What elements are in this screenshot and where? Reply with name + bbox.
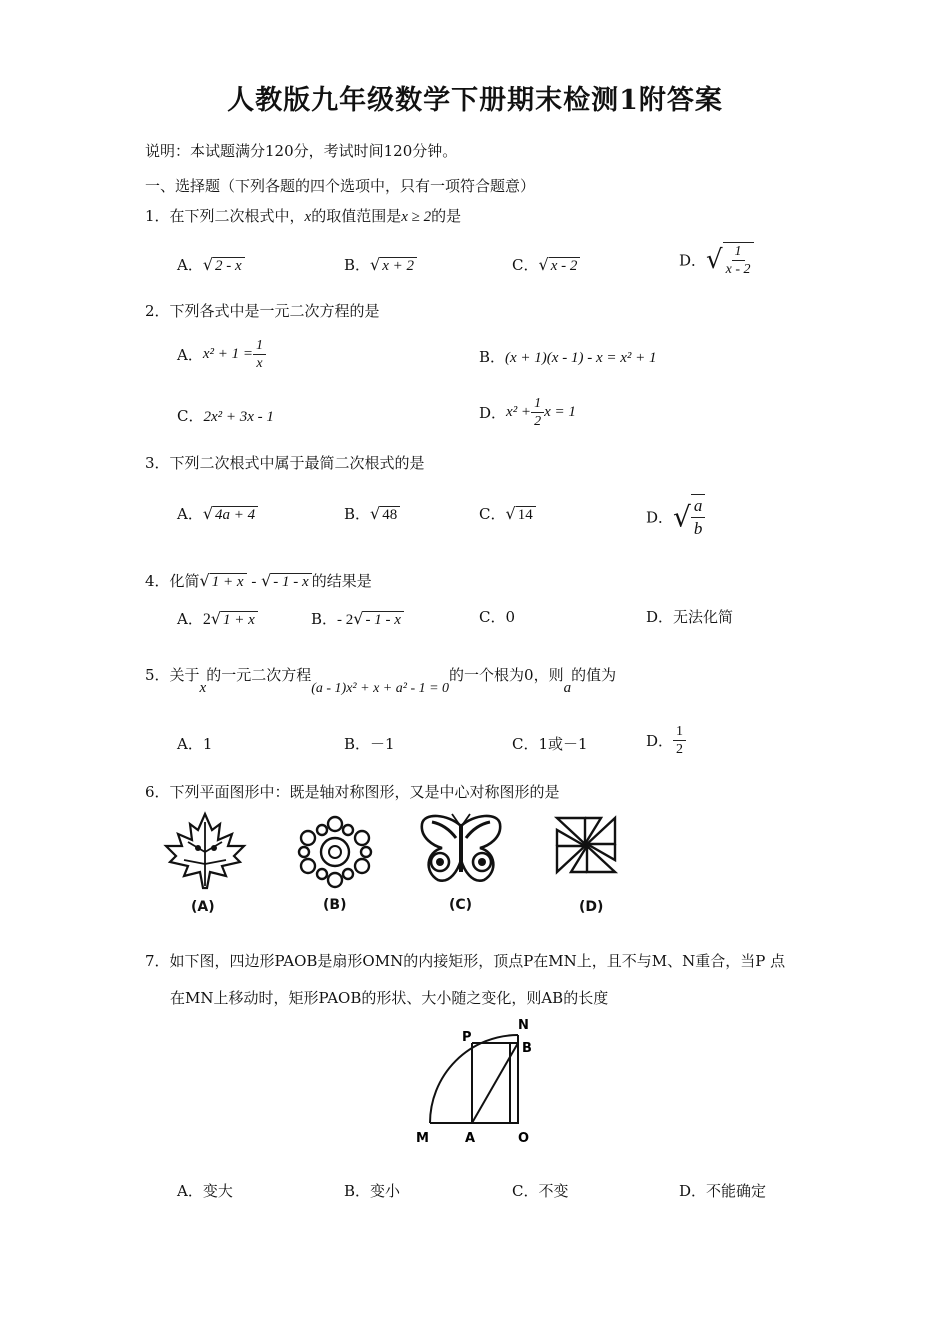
- question-1-stem: 1．在下列二次根式中，x的取值范围是x ≥ 2的是: [145, 207, 462, 225]
- q4-option-d[interactable]: D．无法化简: [646, 608, 734, 626]
- sector-rectangle-figure: [410, 1015, 550, 1150]
- q2-option-b[interactable]: B．(x + 1)(x - 1) - x = x² + 1: [479, 348, 657, 366]
- q4-option-b[interactable]: B．- 2√ - 1 - x: [311, 608, 404, 629]
- label-n: N: [518, 1018, 529, 1033]
- q1-option-b[interactable]: B．√ x + 2: [344, 254, 417, 275]
- q3-option-b[interactable]: B．√ 48: [344, 503, 400, 524]
- q5-option-a[interactable]: A．1: [177, 735, 213, 753]
- question-3-stem: 3．下列二次根式中属于最简二次根式的是: [145, 454, 425, 472]
- figure-label-b: (B): [323, 897, 347, 913]
- label-a: A: [465, 1131, 476, 1146]
- q7-option-c[interactable]: C．不变: [512, 1182, 569, 1200]
- exam-note: 说明：本试题满分120分，考试时间120分钟。: [145, 142, 458, 160]
- q4-option-c[interactable]: C．0: [479, 608, 516, 626]
- label-m: M: [416, 1131, 429, 1146]
- maple-leaf-figure[interactable]: [160, 812, 250, 892]
- q1-option-d[interactable]: D．√ $\frac{1}{x - 2}$: [679, 242, 754, 278]
- q7-option-d[interactable]: D．不能确定: [679, 1182, 767, 1200]
- figure-label-d: (D): [579, 899, 604, 915]
- section-heading: 一、选择题（下列各题的四个选项中，只有一项符合题意）: [145, 177, 536, 195]
- q7-option-a[interactable]: A．变大: [177, 1182, 233, 1200]
- q5-option-b[interactable]: B．－1: [344, 735, 395, 753]
- q2-option-a[interactable]: A．x² + 1 = $\frac{1}{x}$: [177, 337, 266, 372]
- q7-option-b[interactable]: B．变小: [344, 1182, 401, 1200]
- label-o: O: [518, 1131, 530, 1146]
- butterfly-figure[interactable]: [418, 812, 504, 884]
- question-2-stem: 2．下列各式中是一元二次方程的是: [145, 302, 380, 320]
- question-4-stem: 4．化简√ 1 + x - √ - 1 - x 的结果是: [145, 571, 372, 590]
- pinwheel-figure[interactable]: [553, 814, 619, 876]
- snowflake-figure[interactable]: [296, 816, 374, 888]
- q1-option-c[interactable]: C．√ x - 2: [512, 254, 580, 275]
- q5-option-c[interactable]: C．1或－1: [512, 735, 588, 753]
- q5-option-d[interactable]: D． $\frac{1}{2}$: [646, 723, 686, 758]
- figure-label-a: (A): [191, 899, 215, 915]
- label-b: B: [522, 1041, 532, 1056]
- q3-option-d[interactable]: D．√ $\frac{a}{b}$: [646, 494, 705, 540]
- question-5-stem: 5．关于x的一元二次方程(a - 1)x² + x + a² - 1 = 0的一个根为0，则a的值为: [145, 666, 617, 696]
- q3-option-c[interactable]: C．√ 14: [479, 503, 536, 524]
- question-6-stem: 6．下列平面图形中：既是轴对称图形，又是中心对称图形的是: [145, 783, 560, 801]
- q1-option-a[interactable]: A．√ 2 - x: [177, 254, 245, 275]
- question-7-stem-line2: 在MN上移动时，矩形PAOB的形状、大小随之变化，则AB的长度: [170, 989, 609, 1007]
- q3-option-a[interactable]: A．√ 4a + 4: [177, 503, 258, 524]
- page-title: 人教版九年级数学下册期末检测1附答案: [227, 85, 723, 116]
- q2-option-c[interactable]: C．2x² + 3x - 1: [177, 407, 274, 425]
- figure-label-c: (C): [449, 897, 473, 913]
- q4-option-a[interactable]: A．2√ 1 + x: [177, 608, 258, 629]
- label-p: P: [462, 1030, 472, 1045]
- question-7-stem-line1: 7．如下图，四边形PAOB是扇形OMN的内接矩形，顶点P在MN上，且不与M、N重合，当P 点: [145, 952, 786, 970]
- q2-option-d[interactable]: D．x² + $\frac{1}{2}$ x = 1: [479, 396, 576, 429]
